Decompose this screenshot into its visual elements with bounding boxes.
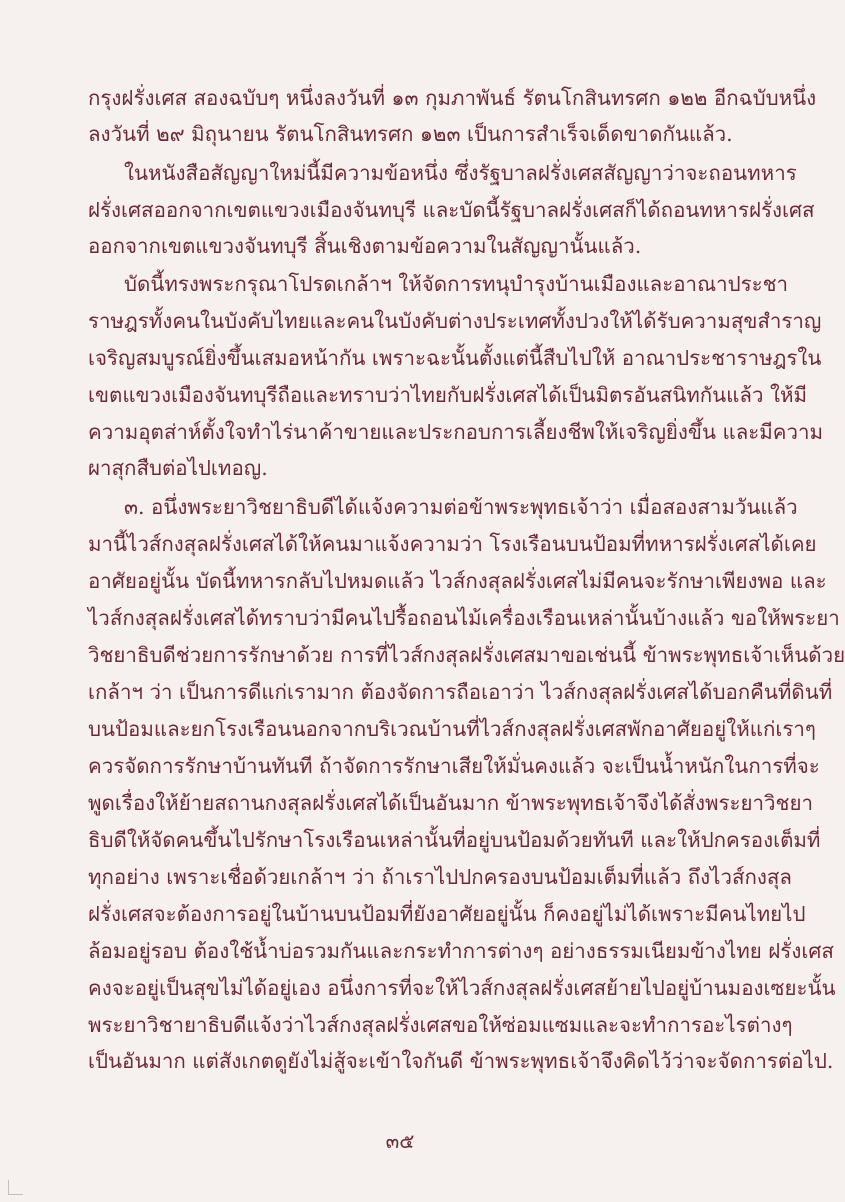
text-line: เกล้าฯ ว่า เป็นการดีแก่เรามาก ต้องจัดการถือเอาว่า ไวส์กงสุลฝรั่งเศสได้บอกคืนที่ดินที่ (88, 680, 833, 704)
text-line: ออกจากเขตแขวงจันทบุรี สิ้นเชิงตามข้อความในสัญญานั้นแล้ว. (88, 234, 642, 258)
text-line: ความอุตส่าห์ตั้งใจทำไร่นาค้าขายและประกอบการเลี้ยงชีพให้เจริญยิ่งขึ้น และมีความ (88, 420, 824, 444)
text-line: ราษฎรทั้งคนในบังคับไทยและคนในบังคับต่างประเทศทั้งปวงให้ได้รับความสุขสำราญ (88, 309, 822, 333)
text-line: ควรจัดการรักษาบ้านทันที ถ้าจัดการรักษาเสียให้มั่นคงแล้ว จะเป็นน้ำหนักในการที่จะ (88, 754, 820, 778)
text-line: ผาสุกสืบต่อไปเทอญ. (88, 456, 268, 480)
text-line: วิชยาธิบดีช่วยการรักษาด้วย การที่ไวส์กงสุลฝรั่งเศสมาขอเช่นนี้ ข้าพระพุทธเจ้าเห็นด้วย (88, 643, 845, 667)
page-corner-mark (8, 1180, 23, 1195)
text-line: มานี้ไวส์กงสุลฝรั่งเศสได้ให้คนมาแจ้งความว่า โรงเรือนบนป้อมที่ทหารฝรั่งเศสได้เคย (88, 532, 817, 556)
text-line: ๓. อนึ่งพระยาวิชยาธิบดีได้แจ้งความต่อข้าพระพุทธเจ้าว่า เมื่อสองสามวันแล้ว (124, 495, 798, 519)
text-line: กรุงฝรั่งเศส สองฉบับๆ หนึ่งลงวันที่ ๑๓ กุมภาพันธ์ รัตนโกสินทรศก ๑๒๒ อีกฉบับหนึ่ง (88, 86, 817, 110)
text-line: ฝรั่งเศสออกจากเขตแขวงเมืองจันทบุรี และบัดนี้รัฐบาลฝรั่งเศสก็ได้ถอนทหารฝรั่งเศส (88, 198, 815, 222)
text-line: เป็นอันมาก แต่สังเกตดูยังไม่สู้จะเข้าใจกันดี ข้าพระพุทธเจ้าจึงคิดไว้ว่าจะจัดการต่อไป. (88, 1049, 834, 1073)
text-line: เจริญสมบูรณ์ยิ่งขึ้นเสมอหน้ากัน เพราะฉะนั้นตั้งแต่นี้สืบไปให้ อาณาประชาราษฎรใน (88, 346, 822, 370)
text-line: ไวส์กงสุลฝรั่งเศสได้ทราบว่ามีคนไปรื้อถอนไม้เครื่องเรือนเหล่านั้นบ้างแล้ว ขอให้พระยา (88, 606, 840, 630)
text-line: อาศัยอยู่นั้น บัดนี้ทหารกลับไปหมดแล้ว ไวส์กงสุลฝรั่งเศสไม่มีคนจะรักษาเพียงพอ และ (88, 569, 827, 593)
text-line: คงจะอยู่เป็นสุขไม่ได้อยู่เอง อนึ่งการที่จะให้ไวส์กงสุลฝรั่งเศสย้ายไปอยู่บ้านมองเซยะนั้น (88, 976, 836, 1000)
text-line: พูดเรื่องให้ย้ายสถานกงสุลฝรั่งเศสได้เป็นอันมาก ข้าพระพุทธเจ้าจึงได้สั่งพระยาวิชยา (88, 791, 813, 815)
text-line: พระยาวิชายาธิบดีแจ้งว่าไวส์กงสุลฝรั่งเศสขอให้ซ่อมแซมและจะทำการอะไรต่างๆ (88, 1013, 793, 1037)
text-line: ล้อมอยู่รอบ ต้องใช้น้ำบ่อรวมกันและกระทำการต่างๆ อย่างธรรมเนียมข้างไทย ฝรั่งเศส (88, 939, 834, 963)
text-line: เขตแขวงเมืองจันทบุรีถือและทราบว่าไทยกับฝรั่งเศสได้เป็นมิตรอันสนิทกันแล้ว ให้มี (88, 383, 808, 407)
page-number: ๓๕ (385, 1129, 415, 1153)
text-line: บัดนี้ทรงพระกรุณาโปรดเกล้าฯ ให้จัดการทนุบำรุงบ้านเมืองและอาณาประชา (124, 272, 789, 296)
text-line: ทุกอย่าง เพราะเชื่อด้วยเกล้าฯ ว่า ถ้าเราไปปกครองบนป้อมเต็มที่แล้ว ถึงไวส์กงสุล (88, 865, 792, 889)
text-line: ธิบดีให้จัดคนขึ้นไปรักษาโรงเรือนเหล่านั้นที่อยู่บนป้อมด้วยทันที และให้ปกครองเต็มที่ (88, 828, 821, 852)
text-line: ฝรั่งเศสจะต้องการอยู่ในบ้านบนป้อมที่ยังอาศัยอยู่นั้น ก็คงอยู่ไม่ได้เพราะมีคนไทยไป (88, 902, 806, 926)
text-line: ในหนังสือสัญญาใหม่นี้มีความข้อหนึ่ง ซึ่งรัฐบาลฝรั่งเศสสัญญาว่าจะถอนทหาร (124, 161, 797, 185)
text-line: ลงวันที่ ๒๙ มิถุนายน รัตนโกสินทรศก ๑๒๓ เป็นการสำเร็จเด็ดขาดกันแล้ว. (88, 122, 733, 146)
text-line: บนป้อมและยกโรงเรือนนอกจากบริเวณบ้านที่ไวส์กงสุลฝรั่งเศสพักอาศัยอยู่ให้แก่เราๆ (88, 717, 816, 741)
